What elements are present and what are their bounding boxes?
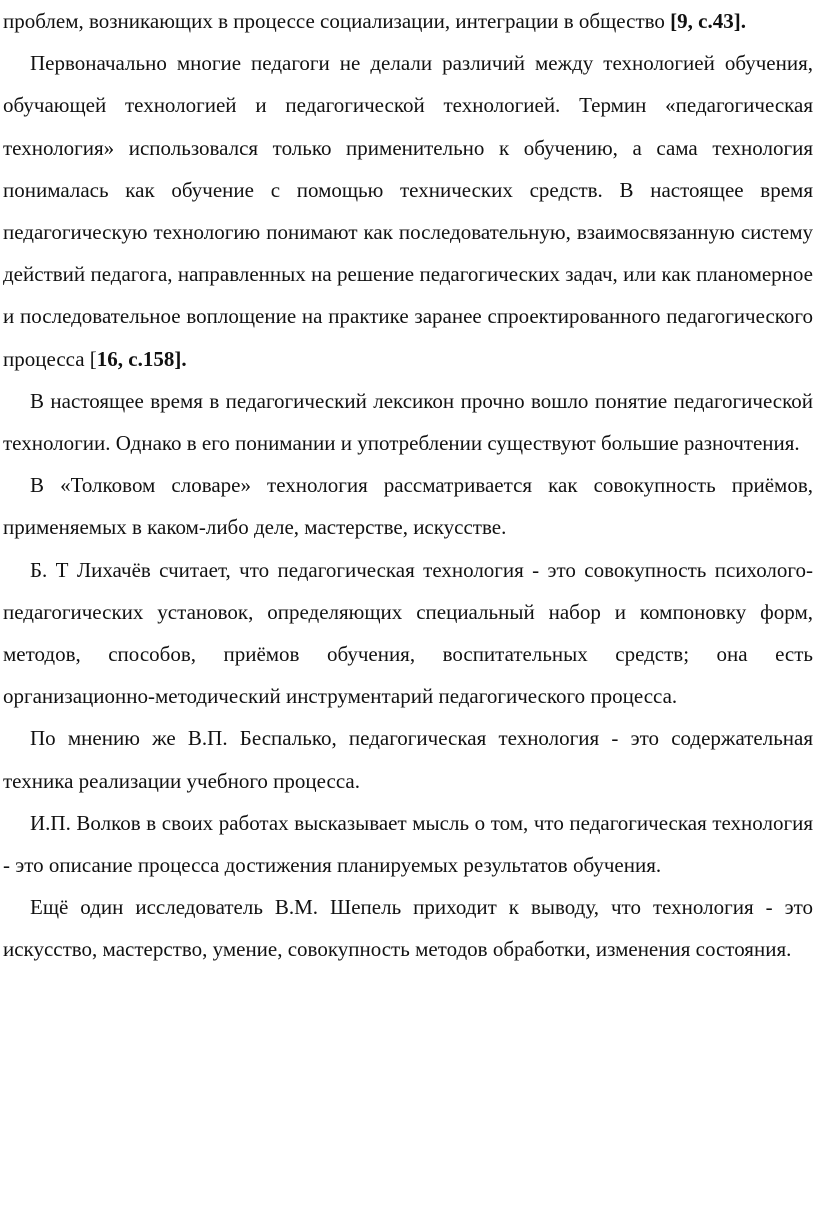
paragraph-1: [3, 0, 813, 42]
citation-ref: 16, с.158].: [96, 346, 187, 371]
paragraph-text: И.П. Волков в своих работах высказывает мысль о том, что педагогическая технология - это описание процесса достижения планируемых результатов обучения.: [3, 810, 813, 878]
paragraph-6: [3, 717, 813, 801]
paragraph-4: [3, 464, 813, 548]
paragraph-2: [3, 42, 813, 380]
paragraph-7: [3, 802, 813, 886]
paragraph-text: По мнению же В.П. Беспалько, педагогическая технология - это содержательная техника реализации учебного процесса.: [3, 726, 813, 793]
paragraph-text: Ещё один исследователь В.М. Шепель приходит к выводу, что технология - это искусство, мастерство, умение, совокупность методов обработки, изменения состояния.: [3, 895, 813, 962]
document-page: [3, 0, 813, 971]
paragraph-text: Первоначально многие педагоги не делали различий между технологией обучения, обучающей технологией и педагогической технологией. Термин «педагогическая технология» использовался только применительно к обучению, а сама технология понималась как обучение с помощью технических средств. В настоящее время педагогическую технологию понимают как последовательную, взаимосвязанную систему действий педагога, направленных на решение педагогических задач, или как планомерное и последовательное воплощение на практике заранее спроектированного педагогического процесса [: [3, 51, 813, 371]
paragraph-text: Б. Т Лихачёв считает, что педагогическая технология - это совокупность психолого-педагогических установок, определяющих специальный набор и компоновку форм, методов, способов, приёмов обучения, воспитательных средств; она есть организационно-методический инструментарий педагогического процесса.: [3, 557, 813, 709]
paragraph-text: проблем, возникающих в процессе социализации, интеграции в общество: [3, 9, 671, 33]
paragraph-3: [3, 380, 813, 464]
paragraph-text: В настоящее время в педагогический лексикон прочно вошло понятие педагогической технологии. Однако в его понимании и употреблении существуют большие разночтения.: [3, 388, 813, 456]
paragraph-8: [3, 886, 813, 970]
paragraph-text: В «Толковом словаре» технология рассматривается как совокупность приёмов, применяемых в каком-либо деле, мастерстве, искусстве.: [3, 473, 813, 540]
paragraph-5: [3, 549, 813, 718]
citation-ref: [9, с.43].: [670, 9, 746, 33]
